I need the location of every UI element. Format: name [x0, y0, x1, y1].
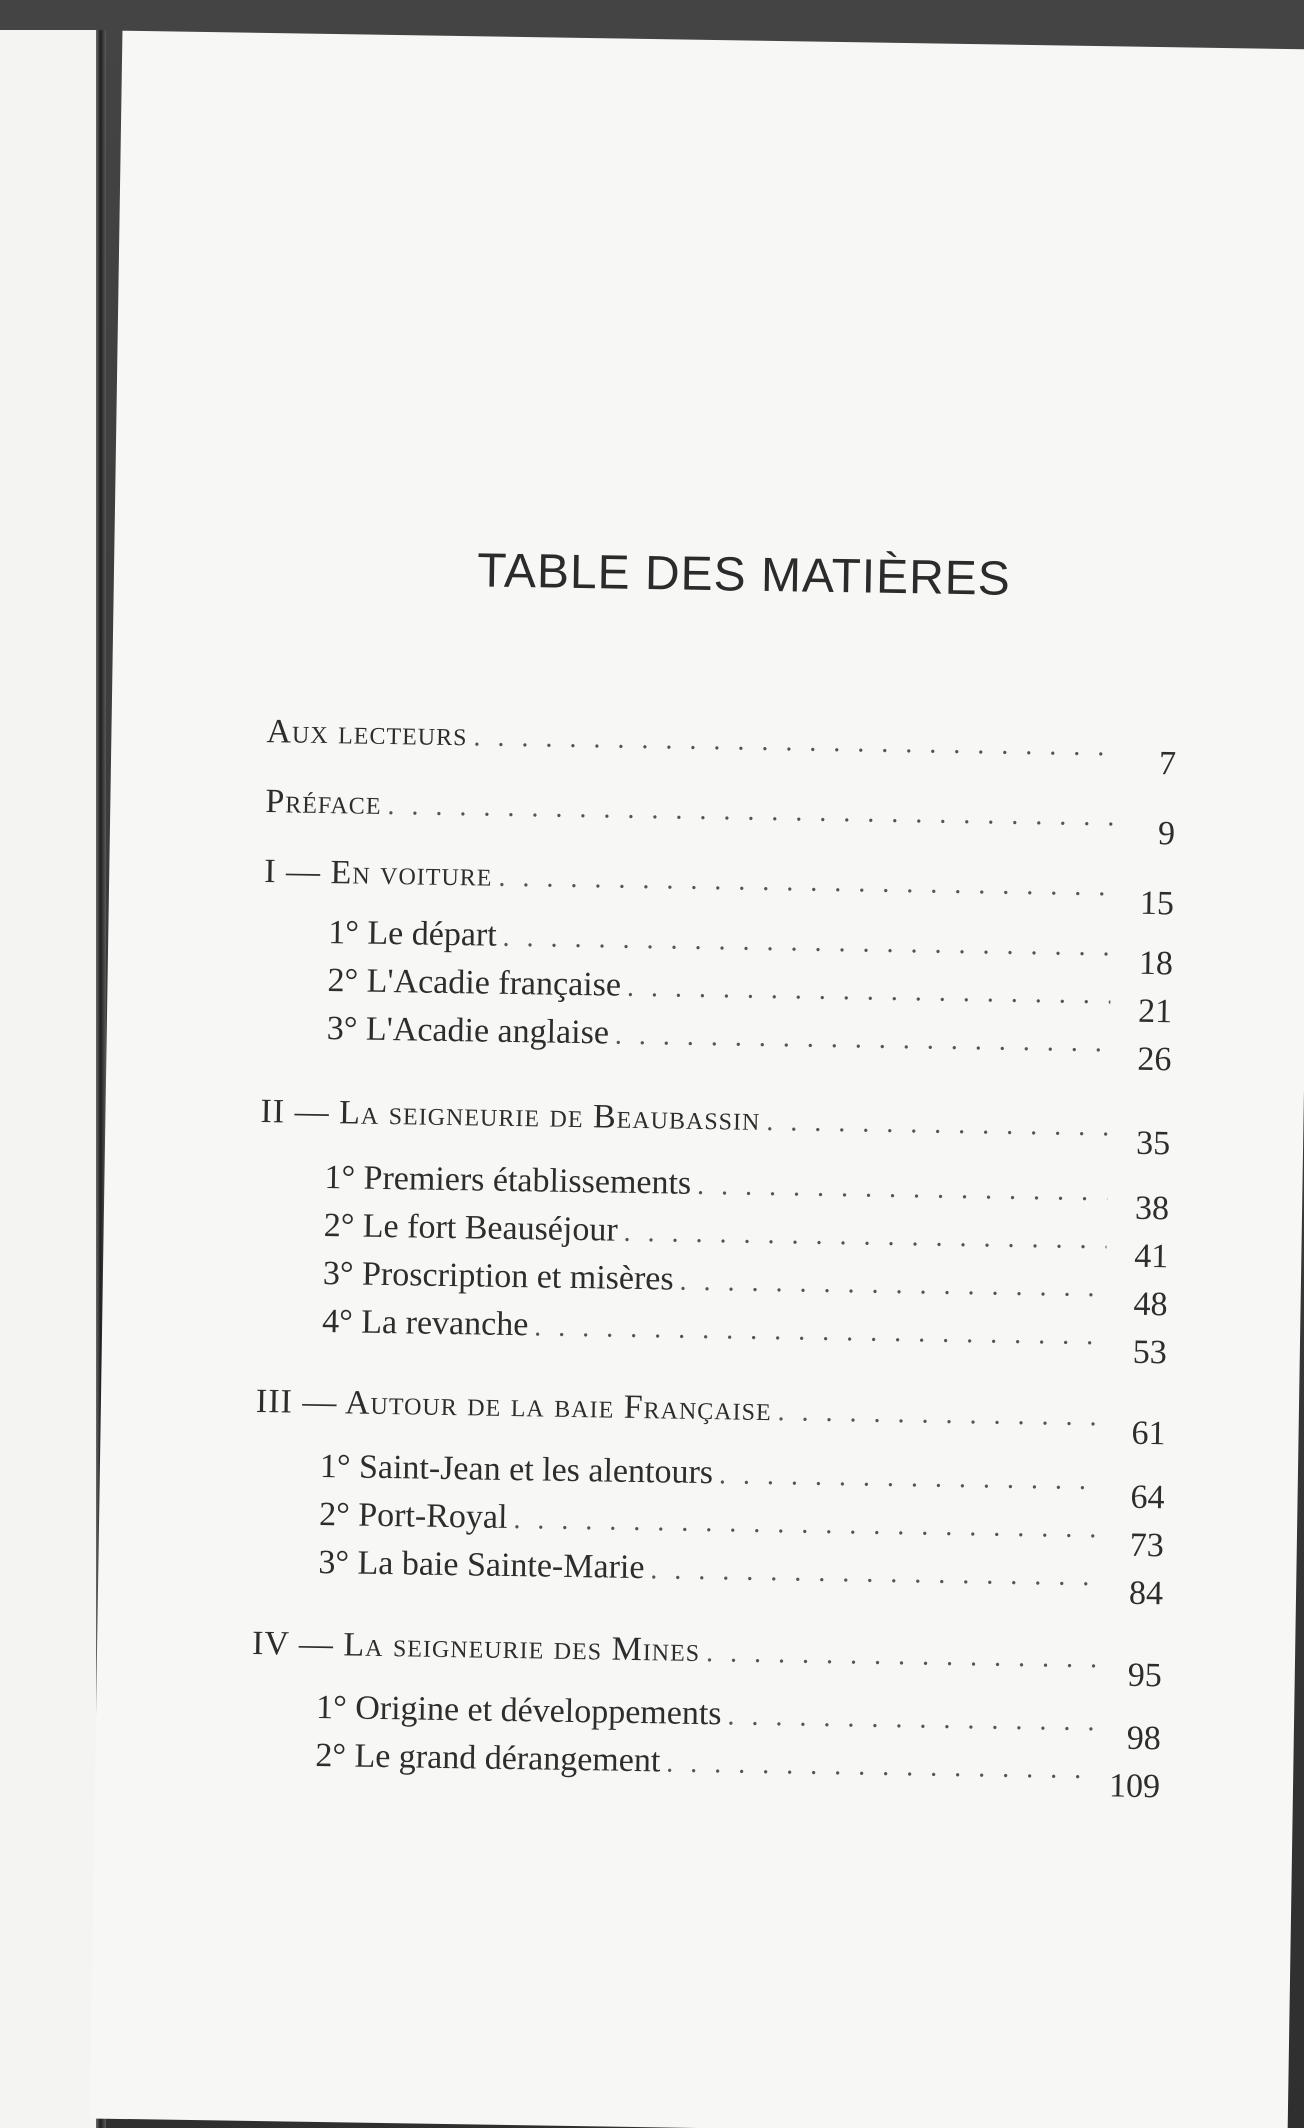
toc-entry-label: 3° L'Acadie anglaise — [326, 1010, 610, 1052]
toc-entry-label: 1° Premiers établissements — [324, 1159, 692, 1202]
toc-entry-page: 7 — [1158, 745, 1177, 783]
toc-entry-page: 53 — [1132, 1333, 1168, 1372]
dot-leader — [498, 862, 1112, 904]
dot-leader — [387, 790, 1113, 833]
toc-entry-page: 38 — [1134, 1189, 1170, 1228]
toc-entry-label: 4° La revanche — [321, 1303, 529, 1344]
dot-leader — [627, 972, 1111, 1012]
dot-leader — [679, 1266, 1106, 1305]
toc-entry-page: 109 — [1108, 1767, 1161, 1806]
previous-page-edge — [0, 30, 100, 2128]
toc-entry-preface — [265, 783, 1176, 853]
toc-entry-label: 2° Port-Royal — [318, 1495, 508, 1536]
dot-leader — [502, 922, 1111, 964]
dot-leader — [766, 1106, 1109, 1143]
dot-leader — [623, 1217, 1106, 1257]
toc-entry-page: 84 — [1128, 1574, 1164, 1613]
toc-entry-page: 61 — [1131, 1414, 1166, 1453]
toc-entry-page: 35 — [1135, 1124, 1171, 1163]
dot-leader — [777, 1396, 1104, 1433]
toc-entry-aux-lecteurs — [266, 713, 1177, 783]
toc-entry-page: 15 — [1139, 884, 1175, 923]
toc-entry-label: 1° Saint-Jean et les alentours — [319, 1448, 714, 1492]
toc-entry-page: 9 — [1157, 815, 1176, 853]
toc-entry-page: 41 — [1134, 1237, 1169, 1276]
toc-entry-label: IV — La seigneurie des Mines — [251, 1624, 701, 1669]
toc-entry-label: 3° Proscription et misères — [322, 1255, 674, 1298]
toc-entry-page: 95 — [1127, 1656, 1163, 1695]
dot-leader — [513, 1504, 1102, 1545]
dot-leader — [534, 1311, 1105, 1352]
toc-entry-page: 18 — [1138, 944, 1174, 983]
dot-leader — [697, 1170, 1108, 1208]
dot-leader — [727, 1700, 1099, 1738]
toc-entry-label: Préface — [265, 783, 382, 822]
dot-leader — [650, 1554, 1101, 1593]
toc-chapter-2 — [260, 1093, 1171, 1163]
toc-entry-label: 2° L'Acadie française — [327, 962, 622, 1004]
toc-entry-label: 1° Origine et développements — [315, 1688, 722, 1733]
dot-leader — [473, 721, 1114, 763]
toc-entry-page: 26 — [1137, 1040, 1172, 1079]
toc-entry-page: 98 — [1126, 1719, 1162, 1758]
toc-chapter-3 — [255, 1382, 1166, 1453]
dot-leader — [615, 1020, 1110, 1060]
toc-chapter-4 — [251, 1624, 1163, 1695]
toc-entry-label: I — En voiture — [263, 853, 493, 894]
toc-entry-page: 21 — [1137, 992, 1173, 1031]
toc-chapter-1 — [263, 853, 1175, 923]
toc-entry-label: 3° La baie Sainte-Marie — [318, 1543, 645, 1587]
toc-entry-page: 73 — [1129, 1526, 1165, 1565]
toc-entry-label: II — La seigneurie de Beaubassin — [260, 1093, 761, 1138]
toc-entry-label: Aux lecteurs — [266, 713, 468, 754]
dot-leader — [719, 1459, 1103, 1497]
toc-entry-page: 48 — [1133, 1285, 1168, 1324]
toc-entry-page: 64 — [1130, 1478, 1165, 1517]
dot-leader — [706, 1637, 1100, 1675]
book-page — [90, 31, 1304, 2128]
toc-entry-label: 2° Le fort Beauséjour — [323, 1207, 618, 1249]
toc-entry-label: III — Autour de la baie Française — [255, 1382, 772, 1429]
page-title: TABLE DES MATIÈRES — [476, 544, 1012, 606]
toc-entry-label: 1° Le départ — [328, 914, 498, 954]
dot-leader — [666, 1747, 1098, 1786]
toc-entry-label: 2° Le grand dérangement — [315, 1736, 661, 1780]
